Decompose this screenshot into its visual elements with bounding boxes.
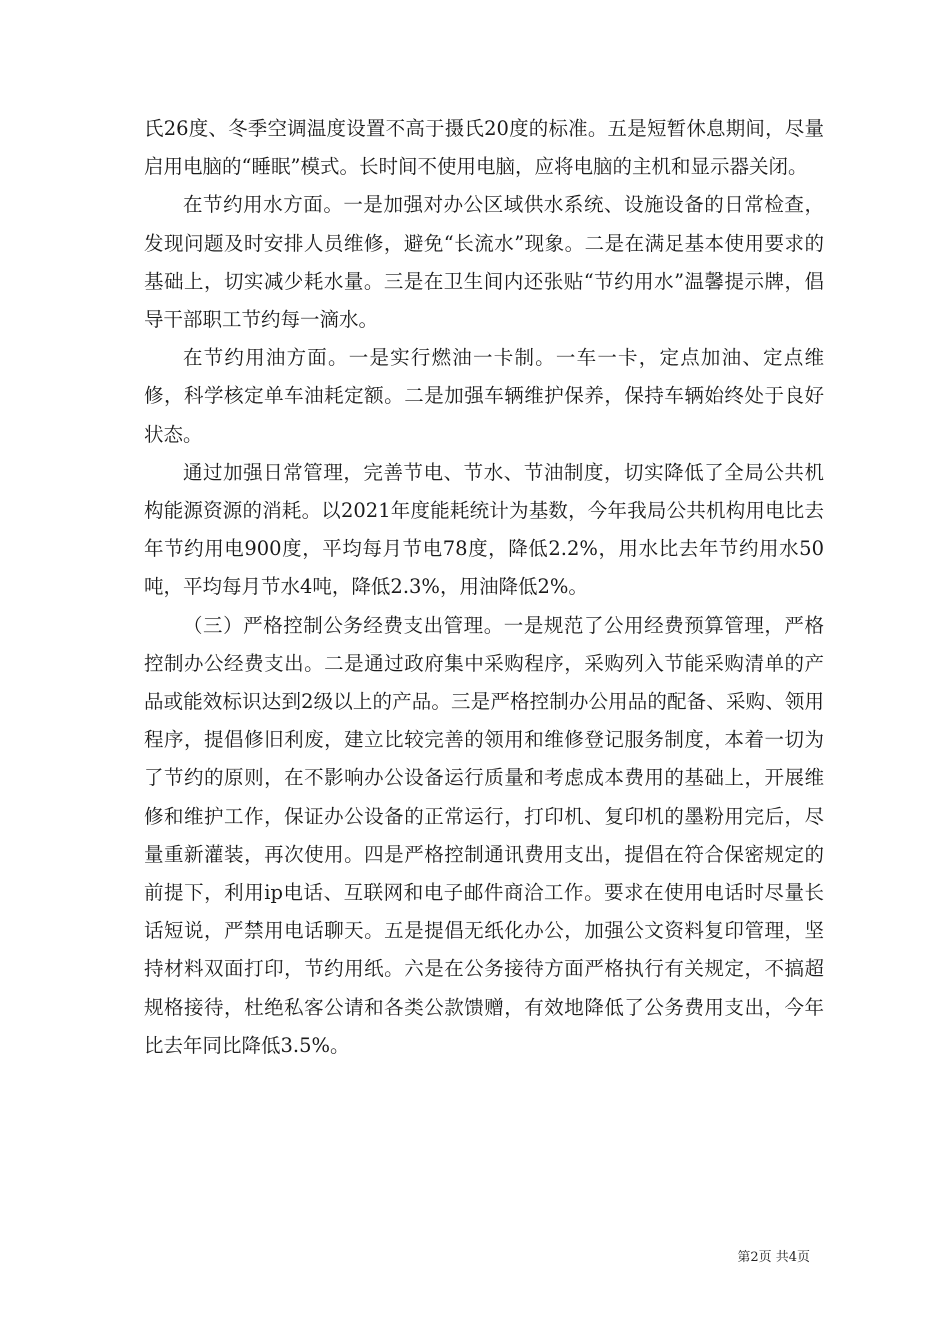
page-number-footer: 第2页 共4页 xyxy=(737,1250,810,1265)
paragraph-expense-control: （三）严格控制公务经费支出管理。一是规范了公用经费预算管理，严格控制办公经费支出。二是通过政府集中采购程序，采购列入节能采购清单的产品或能效标识达到2级以上的产品。三是严格控制办公用品的配备、采购、领用程序，提倡修旧利废，建立比较完善的领用和维修登记服务制度，本着一切为了节约的原则，在不影响办公设备运行质量和考虑成本费用的基础上，开展维修和维护工作，保证办公设备的正常运行，打印机、复印机的墨粉用完后，尽量重新灌装，再次使用。四是严格控制通讯费用支出，提倡在符合保密规定的前提下，利用ip电话、互联网和电子邮件商洽工作。要求在使用电话时尽量长话短说，严禁用电话聊天。五是提倡无纸化办公，加强公文资料复印管理，坚持材料双面打印，节约用纸。六是在公务接待方面严格执行有关规定，不搞超规格接待，杜绝私客公请和各类公款馈赠，有效地降低了公务费用支出，今年比去年同比降低3.5%。 xyxy=(144,613,824,1057)
paragraph-energy-results: 通过加强日常管理，完善节电、节水、节油制度，切实降低了全局公共机构能源资源的消耗。以2021年度能耗统计为基数，今年我局公共机构用电比去年节约用电900度，平均每月节电78度，降低2.2%，用水比去年节约用水50吨，平均每月节水4吨，降低2.3%，用油降低2%。 xyxy=(144,460,824,599)
paragraph-fuel-saving: 在节约用油方面。一是实行燃油一卡制。一车一卡，定点加油、定点维修，科学核定单车油耗定额。二是加强车辆维护保养，保持车辆始终处于良好状态。 xyxy=(144,346,824,446)
paragraph-continuation: 氏26度、冬季空调温度设置不高于摄氏20度的标准。五是短暂休息期间，尽量启用电脑的“睡眠”模式。长时间不使用电脑，应将电脑的主机和显示器关闭。 xyxy=(144,117,824,179)
paragraph-water-saving: 在节约用水方面。一是加强对办公区域供水系统、设施设备的日常检查，发现问题及时安排人员维修，避免“长流水”现象。二是在满足基本使用要求的基础上，切实减少耗水量。三是在卫生间内还张贴“节约用水”温馨提示牌，倡导干部职工节约每一滴水。 xyxy=(144,193,824,332)
document-body xyxy=(144,110,824,1065)
